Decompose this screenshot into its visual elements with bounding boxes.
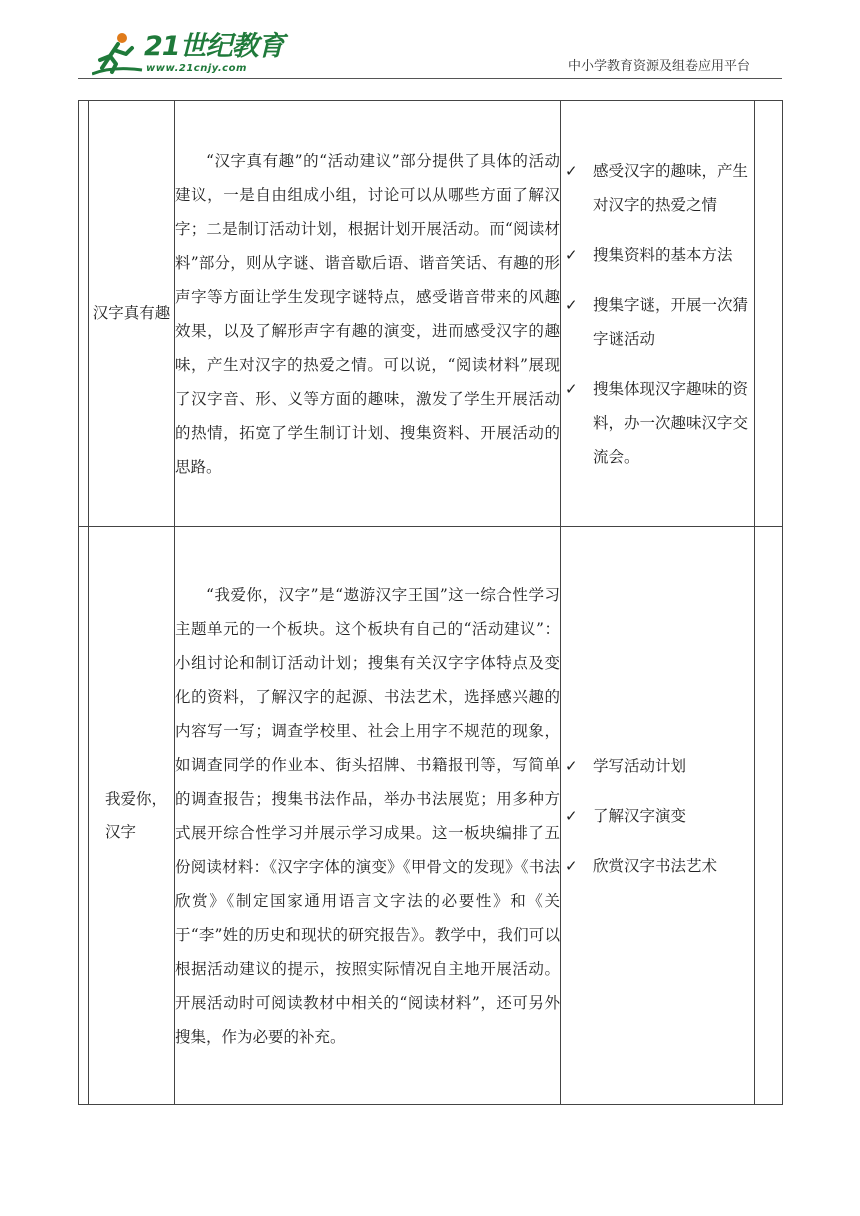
row-description: [175, 101, 561, 527]
goal-text: 了解汉字演变: [593, 806, 687, 825]
site-logo[interactable]: [92, 30, 284, 78]
logo-title: 21世纪教育: [144, 31, 284, 62]
goal-text: 欣赏汉字书法艺术: [593, 856, 718, 875]
goal-item: [561, 238, 754, 272]
goal-item: [561, 154, 754, 222]
table-edge-right: [755, 527, 783, 1105]
checkmark-icon: ✓: [565, 295, 578, 314]
checkmark-icon: ✓: [565, 161, 578, 180]
logo-url: www.21cnjy.com: [146, 63, 247, 74]
row-description-text: “我爱你，汉字”是“遨游汉字王国”这一综合性学习主题单元的一个板块。这个板块有自己的“活动建议”：小组讨论和制订活动计划；搜集有关汉字字体特点及变化的资料，了解汉字的起源、书法艺术，选择感兴趣的内容写一写；调查学校里、社会上用字不规范的现象，如调查同学的作业本、街头招牌、书籍报刊等，写简单的调查报告；搜集书法作品，举办书法展览；用多种方式展开综合性学习并展示学习成果。这一板块编排了五份阅读材料：《汉字字体的演变》《甲骨文的发现》《书法欣赏》《制定国家通用语言文字法的必要性》和《关于“李”姓的历史和现状的研究报告》。教学中，我们可以根据活动建议的提示，按照实际情况自主地开展活动。开展活动时可阅读教材中相关的“阅读材料”，还可另外搜集，作为必要的补充。: [175, 585, 560, 1046]
checkmark-icon: ✓: [565, 856, 578, 875]
platform-name: 中小学教育资源及组卷应用平台: [567, 59, 750, 74]
row-title: 我爱你，汉字: [89, 527, 175, 1105]
row-goals: [561, 527, 755, 1105]
header-divider: [78, 78, 782, 79]
goal-text: 搜集字谜，开展一次猜字谜活动: [593, 295, 749, 348]
goal-text: 搜集资料的基本方法: [593, 245, 733, 264]
goal-text: 学写活动计划: [593, 756, 687, 775]
goal-item: [561, 372, 754, 474]
table-edge-left: [79, 527, 89, 1105]
checkmark-icon: ✓: [565, 245, 578, 264]
table-edge-left: [79, 101, 89, 527]
runner-logo-icon: [92, 30, 144, 76]
goal-item: [561, 288, 754, 356]
goal-item: [561, 749, 754, 783]
goal-item: [561, 849, 754, 883]
content-table: [78, 100, 783, 1105]
row-description-text: “汉字真有趣”的“活动建议”部分提供了具体的活动建议，一是自由组成小组，讨论可以从哪些方面了解汉字；二是制订活动计划，根据计划开展活动。而“阅读材料”部分，则从字谜、谐音歇后语、谐音笑话、有趣的形声字等方面让学生发现字谜特点，感受谐音带来的风趣效果，以及了解形声字有趣的演变，进而感受汉字的趣味，产生对汉字的热爱之情。可以说，“阅读材料”展现了汉字音、形、义等方面的趣味，激发了学生开展活动的热情，拓宽了学生制订计划、搜集资料、开展活动的思路。: [175, 151, 560, 476]
row-description: [175, 527, 561, 1105]
table-row: [79, 101, 783, 527]
checkmark-icon: ✓: [565, 806, 578, 825]
goal-text: 感受汉字的趣味，产生对汉字的热爱之情: [593, 161, 749, 214]
page-header: [0, 0, 860, 90]
table-row: [79, 527, 783, 1105]
goal-item: [561, 799, 754, 833]
table-edge-right: [755, 101, 783, 527]
row-title: 汉字真有趣: [89, 101, 175, 527]
checkmark-icon: ✓: [565, 756, 578, 775]
checkmark-icon: ✓: [565, 379, 578, 398]
row-goals: [561, 101, 755, 527]
goal-text: 搜集体现汉字趣味的资料，办一次趣味汉字交流会。: [593, 379, 749, 466]
